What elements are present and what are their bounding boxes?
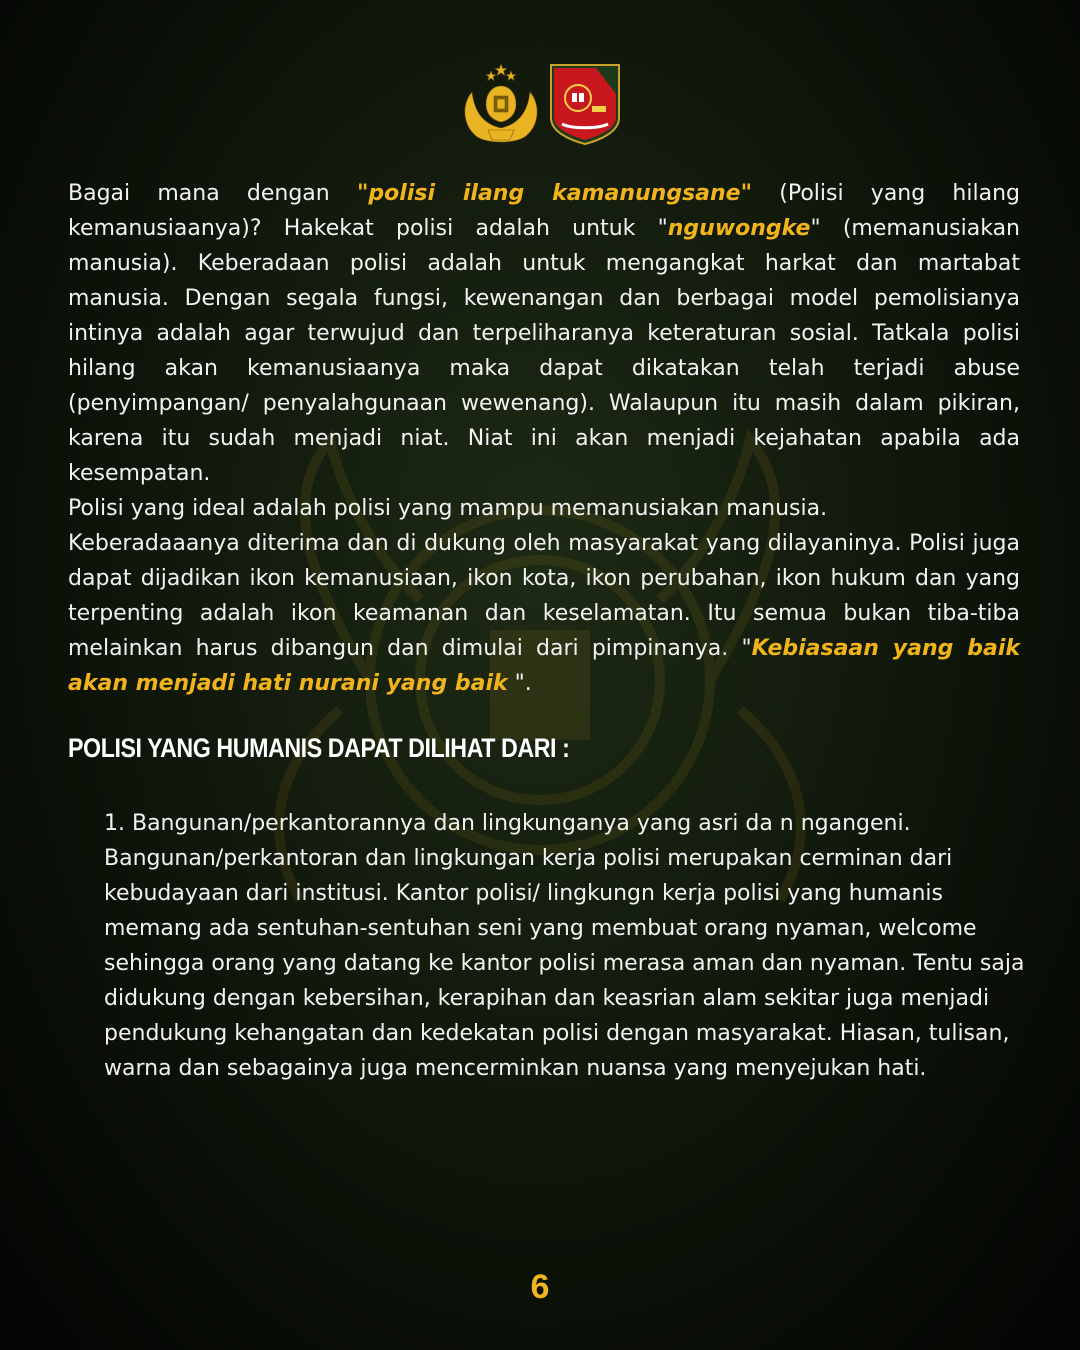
polri-emblem-icon: [458, 62, 544, 146]
list-item: 1. Bangunan/perkantorannya dan lingkunganya yang asri da n ngangeni. Bangunan/perkantoran dan lingkungan kerja polisi merupakan cerminan dari kebudayaan dari institusi. Kantor polisi/ lingkungn kerja polisi yang humanis memang ada sentuhan-sentuhan seni yang membuat orang nyaman, welcome sehingga orang yang datang ke kantor polisi merasa aman dan nyaman. Tentu saja didukung dengan kebersihan, kerapihan dan keasrian alam sekitar juga menjadi pendukung kehangatan dan kedekatan polisi dengan masyarakat. Hiasan, tulisan, warna dan sebagainya juga mencerminkan nuansa yang menyejukan hati.: [104, 811, 1025, 1081]
intro-paragraph: [68, 176, 1020, 491]
p1-text-1: Bagai mana dengan: [68, 181, 357, 206]
header-logos: [0, 62, 1080, 146]
section-heading: POLISI YANG HUMANIS DAPAT DILIHAT DARI :: [68, 733, 570, 763]
p1-highlight-nguwongke: nguwongke: [667, 216, 811, 241]
p2-text-1: Keberadaaanya diterima dan di dukung oleh masyarakat yang dilayaninya. Polisi juga dapat dijadikan ikon kemanusiaan, ikon kota, ikon perubahan, ikon hukum dan yang terpenting adalah ikon keamanan dan keselamatan. Itu semua bukan tiba-tiba melainkan harus dibangun dan dimulai dari pimpinanya. ": [68, 531, 1020, 661]
p2-line-1: Polisi yang ideal adalah polisi yang mampu memanusiakan manusia.: [68, 496, 828, 521]
ideal-police-paragraph: [68, 491, 1020, 701]
p1-text-3: " (memanusiakan manusia). Keberadaan polisi adalah untuk mengangkat harkat dan martabat manusia. Dengan segala fungsi, kewenangan dan berbagai model pemolisianya intinya adalah agar terwujud dan terpeliharanya keteraturan sosial. Tatkala polisi hilang akan kemanusiaanya maka dapat dikatakan telah terjadi abuse (penyimpangan/ penyalahgunaan wewenang). Walaupun itu masih dalam pikiran, karena itu sudah menjadi niat. Niat ini akan menjadi kejahatan apabila ada kesempatan.: [68, 216, 1020, 486]
unit-shield-emblem-icon: [548, 62, 622, 146]
p1-highlight-polisi-ilang: "polisi ilang kamanungsane": [356, 181, 753, 206]
page-number: 6: [530, 1268, 550, 1306]
p2-text-2: ".: [507, 671, 532, 696]
p1-text-2: (Polisi yang hilang kemanusiaanya)? Hakekat polisi adalah untuk ": [68, 181, 1020, 241]
p2-highlight-kebiasaan: Kebiasaan yang baik akan menjadi hati nurani yang baik: [68, 636, 1021, 696]
